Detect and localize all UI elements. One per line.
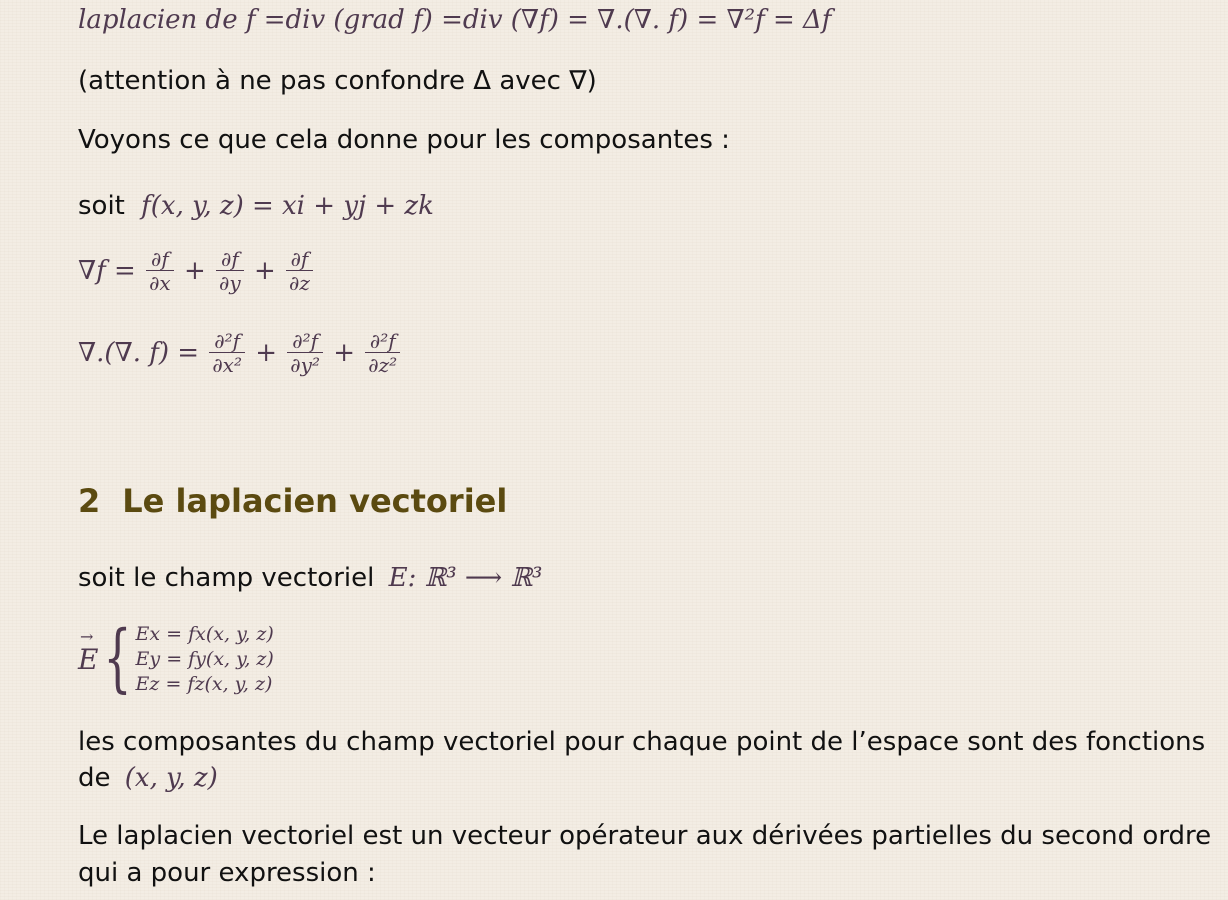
laplacian-definition — [78, 2, 831, 38]
laplacian-fraction-x — [209, 330, 245, 377]
gradient-num-y: ∂f — [216, 248, 244, 271]
laplacian-num-y: ∂²f — [287, 330, 323, 353]
laplacian-expansion-lhs: ∇.(∇. f) = — [78, 338, 200, 368]
components-paragraph-math: (x, y, z) — [124, 763, 218, 793]
gradient-equation — [78, 248, 315, 295]
laplacian-num-z: ∂²f — [365, 330, 400, 353]
plus-sign: + — [183, 256, 206, 286]
component-system — [78, 614, 274, 701]
gradient-num-z: ∂f — [286, 248, 313, 271]
vector-field-intro-math: E: ℝ³ ⟶ ℝ³ — [388, 563, 543, 593]
gradient-fraction-z — [286, 248, 313, 295]
components-intro — [78, 122, 730, 158]
function-definition — [78, 188, 434, 224]
vector-laplacian-text-a: Le laplacien vectoriel est un vecteur opérateur aux dérivées partielles du second ordre — [78, 821, 1212, 851]
component-line-y: Ey = fy(x, y, z) — [135, 648, 274, 670]
components-paragraph-text-b: de — [78, 763, 111, 793]
left-brace: { — [103, 614, 133, 701]
gradient-num-x: ∂f — [146, 248, 174, 271]
gradient-fraction-x — [146, 248, 174, 295]
gradient-den-y: ∂y — [219, 271, 241, 295]
gradient-den-z: ∂z — [289, 271, 310, 295]
laplacian-den-z: ∂z² — [368, 353, 398, 377]
components-paragraph-text-a: les composantes du champ vectoriel pour chaque point de l’espace sont des fonctions — [78, 727, 1206, 757]
function-definition-prefix: soit — [78, 191, 125, 221]
section-heading — [78, 482, 507, 520]
gradient-fraction-y — [216, 248, 244, 295]
gradient-lhs: ∇f = — [78, 256, 136, 286]
laplacian-den-y: ∂y² — [290, 353, 320, 377]
laplacian-fraction-y — [287, 330, 323, 377]
section-number: 2 — [78, 482, 101, 520]
vector-laplacian-paragraph-line1 — [78, 818, 1211, 854]
vector-field-intro — [78, 560, 542, 596]
vector-laplacian-paragraph-line2 — [78, 855, 376, 891]
function-definition-math: f(x, y, z) = xi + yj + zk — [141, 191, 434, 221]
laplacian-den-x: ∂x² — [212, 353, 242, 377]
laplacian-fraction-z — [365, 330, 400, 377]
plus-sign: + — [333, 338, 356, 368]
laplacian-num-x: ∂²f — [209, 330, 245, 353]
laplacian-definition-math: laplacien de f =div (grad f) =div (∇f) = ∇.(∇. f) = ∇²f = Δf — [78, 5, 832, 35]
vector-e-symbol: E → — [78, 643, 98, 676]
plus-sign: + — [253, 256, 276, 286]
plus-sign: + — [255, 338, 278, 368]
vector-laplacian-text-b: qui a pour expression : — [78, 858, 376, 888]
components-paragraph-line1 — [78, 724, 1205, 760]
gradient-den-x: ∂x — [149, 271, 171, 295]
attention-note — [78, 63, 597, 99]
component-line-z: Ez = fz(x, y, z) — [135, 673, 273, 695]
component-lines — [136, 622, 274, 697]
components-paragraph-line2 — [78, 760, 218, 796]
component-line-x: Ex = fx(x, y, z) — [135, 623, 274, 645]
laplacian-expansion — [78, 330, 402, 377]
vector-field-intro-text: soit le champ vectoriel — [78, 563, 375, 593]
components-intro-text: Voyons ce que cela donne pour les composantes : — [78, 125, 730, 155]
attention-note-text: (attention à ne pas confondre Δ avec ∇) — [78, 66, 597, 96]
section-title: Le laplacien vectoriel — [122, 482, 508, 520]
